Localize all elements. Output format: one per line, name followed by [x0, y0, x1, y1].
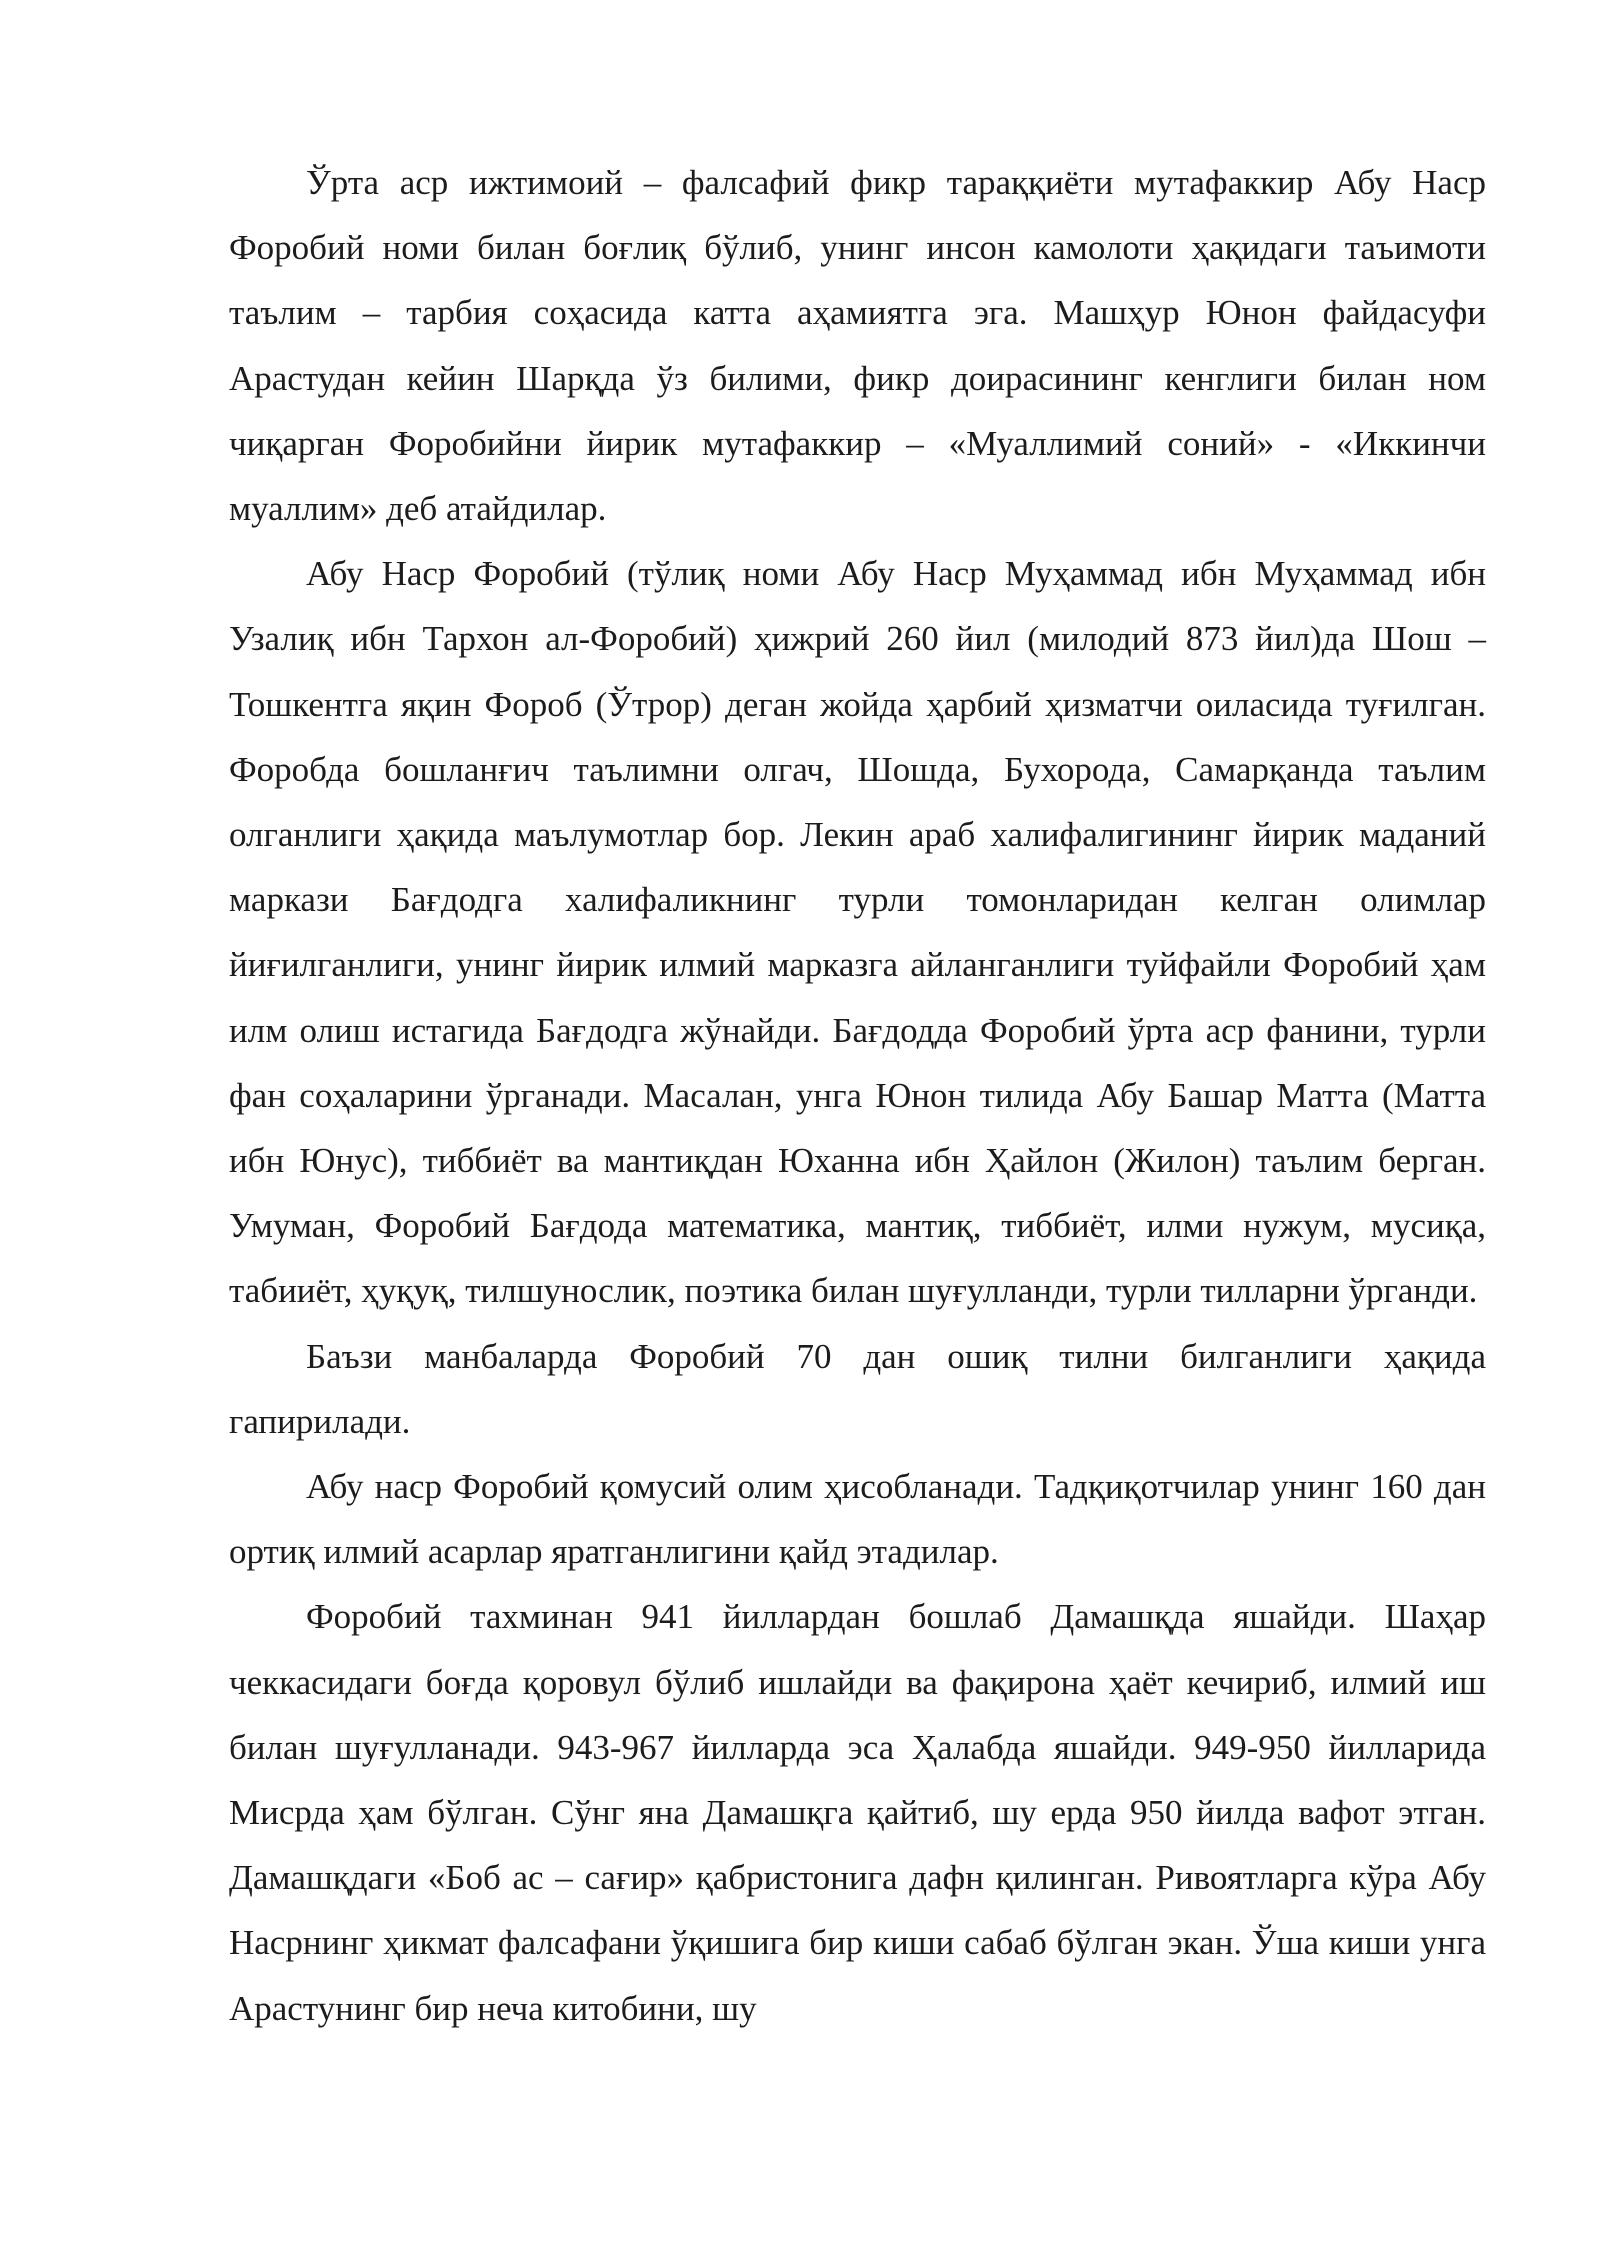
paragraph-1: Ўрта аср ижтимоий – фалсафий фикр тараққиёти мутафаккир Абу Наср Форобий номи билан боғлиқ бўлиб, унинг инсон камолоти ҳақидаги таъимоти таълим – тарбия соҳасида катта аҳамиятга эга. Машҳур Юнон файдасуфи Арастудан кейин Шарқда ўз билими, фикр доирасининг кенглиги билан ном чиқарган Форобийни йирик мутафаккир – «Муаллимий соний» - «Иккинчи муаллим» деб атайдилар. — [229, 163, 1486, 529]
paragraph-4: Абу наср Форобий қомусий олим ҳисобланади. Тадқиқотчилар унинг 160 дан ортиқ илмий асарлар яратганлигини қайд этадилар. — [229, 1467, 1486, 1572]
document-body — [229, 150, 1486, 2041]
paragraph-2: Абу Наср Форобий (тўлиқ номи Абу Наср Муҳаммад ибн Муҳаммад ибн Узалиқ ибн Тархон ал-Форобий) ҳижрий 260 йил (милодий 873 йил)да Шош – Тошкентга яқин Фороб (Ўтрор) деган жойда ҳарбий ҳизматчи оиласида туғилган. Форобда бошланғич таълимни олгач, Шошда, Бухорода, Самарқанда таълим олганлиги ҳақида маълумотлар бор. Лекин араб халифалигининг йирик маданий маркази Бағдодга халифаликнинг турли томонларидан келган олимлар йиғилганлиги, унинг йирик илмий марказга айланганлиги туйфайли Форобий ҳам илм олиш истагида Бағдодга жўнайди. Бағдодда Форобий ўрта аср фанини, турли фан соҳаларини ўрганади. Масалан, унга Юнон тилида Абу Башар Матта (Матта ибн Юнус), тиббиёт ва мантиқдан Юханна ибн Ҳайлон (Жилон) таълим берган. Умуман, Форобий Бағдода математика, мантиқ, тиббиёт, илми нужум, мусиқа, табииёт, ҳуқуқ, тилшунослик, поэтика билан шуғулланди, турли тилларни ўрганди. — [229, 554, 1486, 1311]
paragraph-3: Баъзи манбаларда Форобий 70 дан ошиқ тилни билганлиги ҳақида гапирилади. — [229, 1336, 1486, 1441]
paragraph-5: Форобий тахминан 941 йиллардан бошлаб Дамашқда яшайди. Шаҳар чеккасидаги боғда қоровул бўлиб ишлайди ва фақирона ҳаёт кечириб, илмий иш билан шуғулланади. 943-967 йилларда эса Ҳалабда яшайди. 949-950 йилларида Мисрда ҳам бўлган. Сўнг яна Дамашқга қайтиб, шу ерда 950 йилда вафот этган. Дамашқдаги «Боб ас – сағир» қабристонига дафн қилинган. Ривоятларга кўра Абу Насрнинг ҳикмат фалсафани ўқишига бир киши сабаб бўлган экан. Ўша киши унга Арастунинг бир неча китобини, шу — [229, 1597, 1486, 2028]
